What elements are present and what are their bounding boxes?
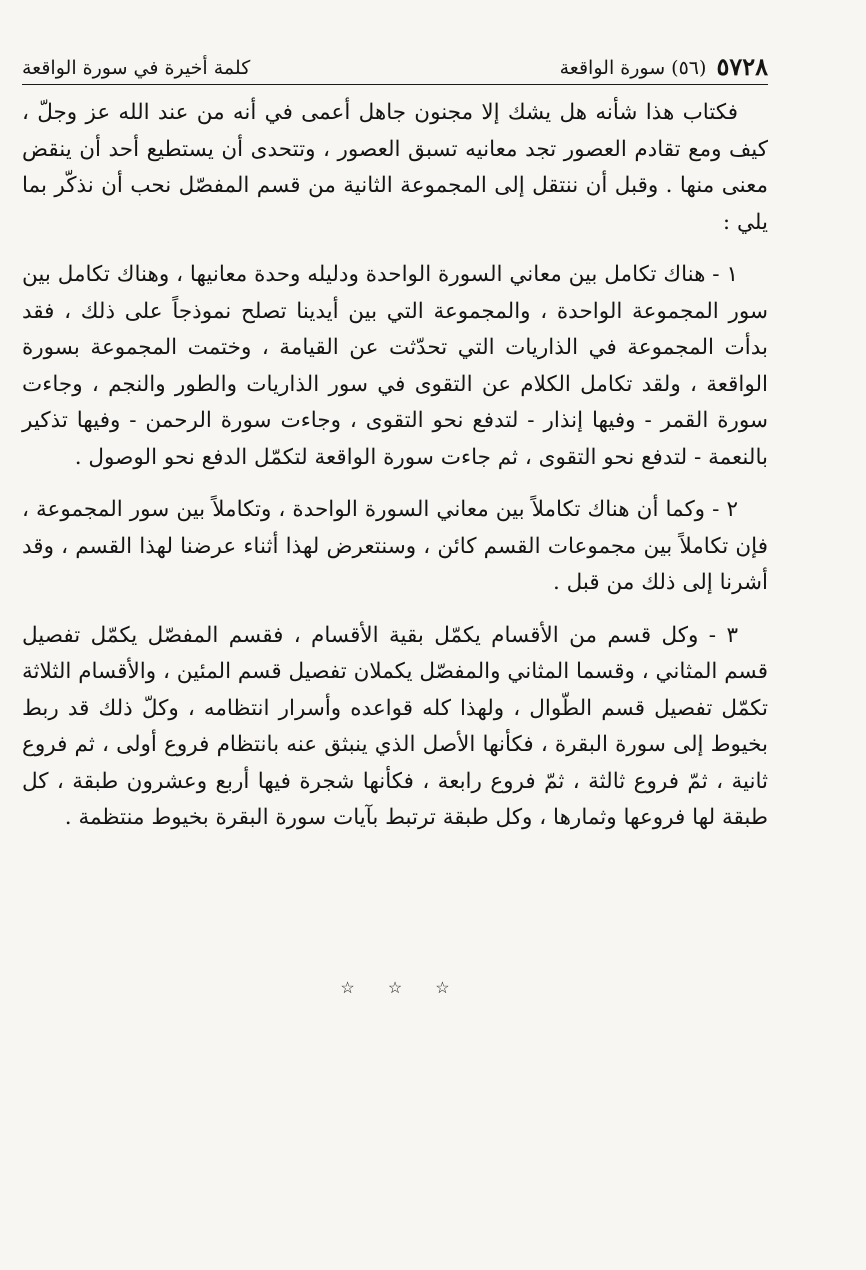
star-icon: ☆ <box>340 978 355 997</box>
intro-paragraph: فكتاب هذا شأنه هل يشك إلا مجنون جاهل أعمى في أنه من عند الله عز وجلّ ، كيف ومع تقادم العصور تجد معانيه تسبق العصور ، وتتحدى أن يستطيع أحد أن ينقض معنى منها . وقبل أن ننتقل إلى المجموعة الثانية من قسم المفصّل نحب أن نذكّر بما يلي : <box>22 100 768 235</box>
section-title: كلمة أخيرة في سورة الواقعة <box>22 57 251 79</box>
page-header <box>22 46 768 80</box>
surah-title: (٥٦) سورة الواقعة <box>559 57 707 79</box>
page-body <box>22 95 768 853</box>
point-2-paragraph: ٢ - وكما أن هناك تكاملاً بين معاني السورة الواحدة ، وتكاملاً بين سور المجموعة ، فإن تكاملاً بين مجموعات القسم كائن ، وسنتعرض لهذا أثناء عرضنا لهذا القسم ، وقد أشرنا إلى ذلك من قبل . <box>22 497 768 595</box>
point-3-paragraph: ٣ - وكل قسم من الأقسام يكمّل بقية الأقسام ، فقسم المفصّل يكمّل تفصيل قسم المثاني ، وقسما المثاني والمفصّل يكملان تفصيل قسم المئين ، والأقسام الثلاثة تكمّل تفصيل قسم الطّوال ، ولهذا كله قواعده وأسرار انتظامه ، وكلّ ذلك قد ربط بخيوط إلى سورة البقرة ، فكأنها الأصل الذي ينبثق عنه بانتظام فروع أولى ، ثم فروع ثانية ، ثمّ فروع ثالثة ، ثمّ فروع رابعة ، فكأنها شجرة فيها أربع وعشرون طبقة ، كل طبقة لها فروعها وثمارها ، وكل طبقة ترتبط بآيات سورة البقرة بخيوط منتظمة . <box>22 622 768 830</box>
star-icon: ☆ <box>435 978 450 997</box>
section-separator <box>22 978 768 997</box>
page-number: ٥٧٢٨ <box>716 52 768 81</box>
header-right-group <box>560 54 768 80</box>
header-divider <box>22 84 768 85</box>
star-icon: ☆ <box>387 978 403 997</box>
point-1-paragraph: ١ - هناك تكامل بين معاني السورة الواحدة ودليله وحدة معانيها ، وهناك تكامل بين سور المجموعة الواحدة ، والمجموعة التي بين أيدينا تصلح نموذجاً على ذلك ، فقد بدأت المجموعة في الذاريات التي تحدّثت عن القيامة ، وختمت المجموعة بسورة الواقعة ، ولقد تكامل الكلام عن التقوى في سور الذاريات والطور والنجم ، وجاءت سورة القمر - وفيها إنذار - لتدفع نحو التقوى ، وجاءت سورة الرحمن - وفيها تذكير بالنعمة - لتدفع نحو التقوى ، ثم جاءت سورة الواقعة لتكمّل الدفع نحو الوصول . <box>22 262 768 470</box>
